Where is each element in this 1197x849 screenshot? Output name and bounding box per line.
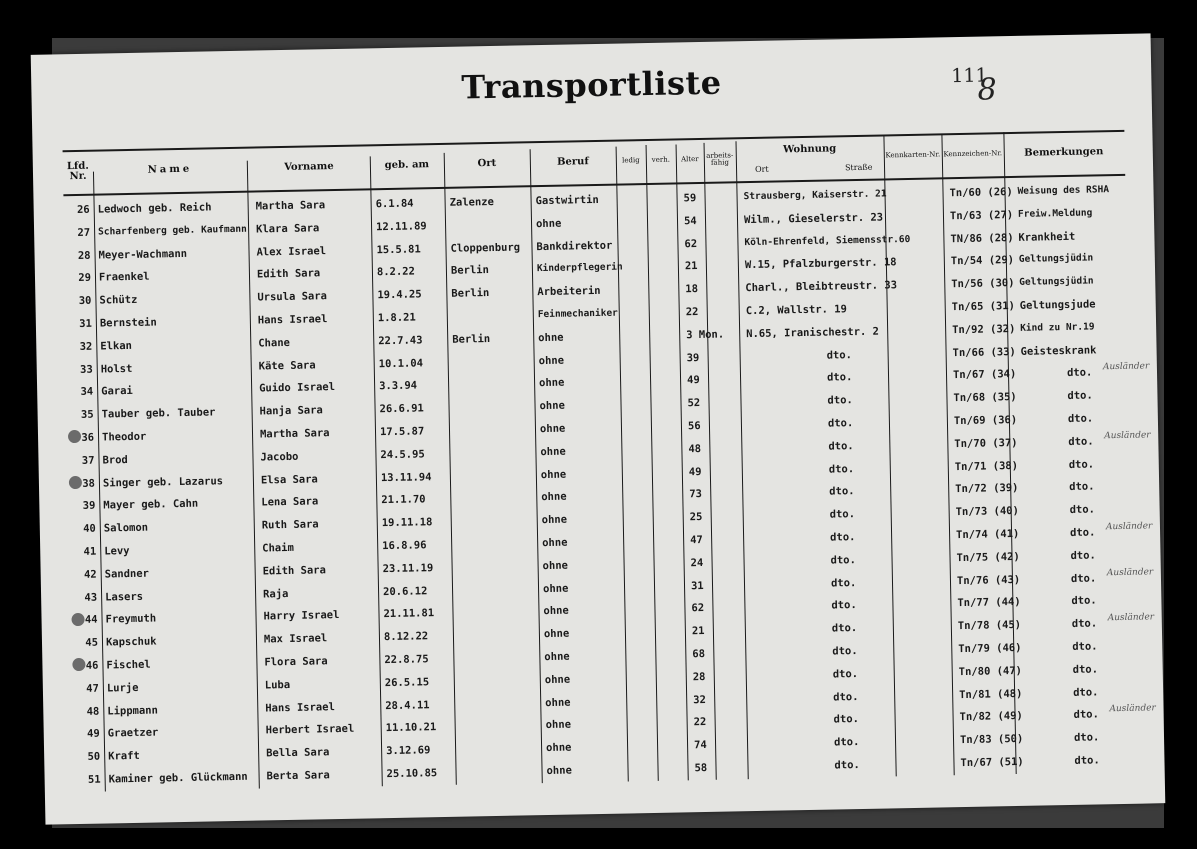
cell-bemerkungen: dto. xyxy=(1069,503,1096,517)
cell-wohnung: dto. xyxy=(830,576,857,590)
cell-beruf: ohne xyxy=(543,627,570,641)
cell-vorname: Lena Sara xyxy=(261,495,319,509)
cell-bemerkungen: dto. xyxy=(1074,754,1100,767)
cell-bemerkungen: dto. xyxy=(1070,572,1097,585)
cell-beruf: ohne xyxy=(540,445,566,458)
cell-alter: 21 xyxy=(691,625,705,638)
cell-geb-am: 10.1.04 xyxy=(378,356,424,370)
cell-vorname: Hans Israel xyxy=(257,313,328,327)
cell-lfd-nr: 46 xyxy=(85,659,99,672)
cell-geb-am: 17.5.87 xyxy=(379,425,425,439)
cell-bemerkungen: Weisung des RSHA xyxy=(1017,184,1110,197)
cell-kennzeichen-nr: TN/86 (28) xyxy=(950,231,1014,245)
header-ledig: ledig xyxy=(621,156,640,165)
cell-alter: 68 xyxy=(692,647,706,661)
cell-beruf: ohne xyxy=(539,422,566,436)
cell-kennzeichen-nr: Tn/92 (32) xyxy=(952,322,1016,336)
cell-name: Brod xyxy=(102,453,128,467)
cell-ort: Cloppenburg xyxy=(450,241,521,255)
cell-alter: 3 Mon. xyxy=(686,328,725,342)
cell-lfd-nr: 26 xyxy=(76,203,90,216)
cell-ort: Zalenze xyxy=(449,195,495,209)
cell-vorname: Hans Israel xyxy=(265,700,335,715)
cell-alter: 39 xyxy=(686,351,700,364)
cell-bemerkungen: Kind zu Nr.19 xyxy=(1020,321,1095,334)
cell-vorname: Hanja Sara xyxy=(259,404,323,418)
cell-geb-am: 20.6.12 xyxy=(382,584,428,598)
cell-geb-am: 1.8.21 xyxy=(377,311,416,325)
cell-lfd-nr: 50 xyxy=(87,750,101,764)
cell-kennzeichen-nr: Tn/65 (31) xyxy=(951,299,1016,314)
cell-alter: 18 xyxy=(685,283,699,296)
cell-geb-am: 22.7.43 xyxy=(378,334,423,347)
cell-ort: Berlin xyxy=(450,264,489,278)
cell-beruf: ohne xyxy=(544,673,571,686)
cell-beruf: ohne xyxy=(542,559,569,572)
cell-bemerkungen: Geisteskrank xyxy=(1020,344,1097,358)
cell-kennzeichen-nr: Tn/82 (49) xyxy=(959,710,1023,724)
cell-bemerkungen: dto. xyxy=(1069,526,1096,539)
cell-vorname: Chane xyxy=(258,336,291,350)
handwritten-note: Ausländer xyxy=(1104,430,1151,442)
cell-beruf: Bankdirektor xyxy=(536,239,613,253)
cell-bemerkungen: dto. xyxy=(1067,412,1094,425)
cell-alter: 24 xyxy=(690,556,704,570)
cell-vorname: Käte Sara xyxy=(258,359,316,373)
cell-geb-am: 11.10.21 xyxy=(385,721,437,735)
cell-kennzeichen-nr: Tn/54 (29) xyxy=(950,254,1015,268)
handwritten-note: Ausländer xyxy=(1106,566,1154,578)
cell-lfd-nr: 28 xyxy=(77,249,91,262)
cell-kennzeichen-nr: Tn/63 (27) xyxy=(949,208,1014,222)
header-kennzeichen-nr: Kennzeichen-Nr. xyxy=(943,149,1003,159)
cell-alter: 59 xyxy=(683,192,697,205)
cell-lfd-nr: 43 xyxy=(84,591,98,604)
cell-alter: 21 xyxy=(684,260,698,273)
col-divider xyxy=(1003,132,1016,774)
cell-name: Mayer geb. Cahn xyxy=(103,498,199,512)
cell-vorname: Raja xyxy=(262,587,289,601)
cell-geb-am: 21.11.81 xyxy=(383,607,435,621)
cell-name: Schütz xyxy=(99,294,138,307)
cell-kennzeichen-nr: Tn/66 (33) xyxy=(952,345,1016,359)
cell-vorname: Bella Sara xyxy=(266,746,330,760)
handwritten-note: Ausländer xyxy=(1102,361,1150,373)
cell-geb-am: 8.12.22 xyxy=(383,630,429,644)
cell-lfd-nr: 33 xyxy=(79,363,93,376)
cell-beruf: Feinmechaniker xyxy=(537,307,618,321)
cell-lfd-nr: 40 xyxy=(83,522,96,536)
cell-vorname: Edith Sara xyxy=(256,267,321,281)
cell-beruf: Arbeiterin xyxy=(537,285,601,299)
cell-beruf: ohne xyxy=(545,696,571,709)
cell-alter: 62 xyxy=(684,237,698,250)
cell-wohnung: dto. xyxy=(826,371,853,384)
cell-alter: 28 xyxy=(692,670,706,684)
header-bemerkungen: Bemerkungen xyxy=(1024,145,1104,159)
cell-name: Kapschuk xyxy=(105,635,157,649)
cell-lfd-nr: 38 xyxy=(82,477,96,490)
cell-kennzeichen-nr: Tn/78 (45) xyxy=(957,619,1022,633)
cell-lfd-nr: 32 xyxy=(79,340,93,353)
header-geb-am: geb. am xyxy=(384,158,430,171)
cell-name: Graetzer xyxy=(107,726,159,740)
cell-beruf: ohne xyxy=(546,741,572,755)
cell-wohnung: dto. xyxy=(831,622,858,635)
cell-vorname: Berta Sara xyxy=(266,769,330,783)
cell-bemerkungen: dto. xyxy=(1072,640,1098,653)
cell-bemerkungen: dto. xyxy=(1072,663,1099,676)
cell-lfd-nr: 49 xyxy=(86,728,100,741)
cell-beruf: ohne xyxy=(544,650,570,664)
cell-wohnung: Wilm., Gieselerstr. 23 xyxy=(743,211,884,226)
cell-wohnung: dto. xyxy=(832,645,858,658)
cell-bemerkungen: dto. xyxy=(1066,366,1093,380)
cell-vorname: Jacobo xyxy=(260,450,299,464)
cell-kennzeichen-nr: Tn/71 (38) xyxy=(954,459,1019,473)
cell-name: Kaminer geb. Glückmann xyxy=(108,770,248,786)
cell-name: Freymuth xyxy=(105,612,157,626)
page-number: 111 xyxy=(951,64,988,88)
cell-bemerkungen: dto. xyxy=(1073,686,1099,699)
cell-geb-am: 15.5.81 xyxy=(376,242,421,256)
cell-bemerkungen: dto. xyxy=(1071,617,1098,631)
cell-lfd-nr: 44 xyxy=(84,614,98,627)
cell-wohnung: dto. xyxy=(826,348,853,362)
col-divider xyxy=(883,136,896,776)
cell-lfd-nr: 37 xyxy=(81,454,95,467)
cell-wohnung: Köln-Ehrenfeld, Siemensstr.60 xyxy=(744,233,911,248)
cell-kennzeichen-nr: Tn/68 (35) xyxy=(953,391,1017,405)
cell-vorname: Luba xyxy=(264,678,291,692)
cell-ort: Berlin xyxy=(452,332,491,346)
handwritten-note: Ausländer xyxy=(1105,521,1153,533)
cell-name: Fraenkel xyxy=(98,270,150,284)
cell-kennzeichen-nr: Tn/76 (43) xyxy=(956,573,1021,587)
header-verh: verh. xyxy=(651,155,671,165)
cell-lfd-nr: 35 xyxy=(80,408,94,422)
header-kennkarten-nr: Kennkarten-Nr. xyxy=(885,150,941,160)
cell-beruf: ohne xyxy=(540,468,567,481)
header-beruf: Beruf xyxy=(556,155,589,168)
cell-lfd-nr: 41 xyxy=(83,545,97,558)
cell-bemerkungen: dto. xyxy=(1068,458,1095,471)
cell-kennzeichen-nr: Tn/74 (41) xyxy=(955,527,1020,542)
cell-vorname: Klara Sara xyxy=(255,222,320,236)
col-divider xyxy=(646,145,659,781)
transport-list-sheet xyxy=(31,33,1166,824)
cell-wohnung: dto. xyxy=(828,439,854,453)
cell-vorname: Max Israel xyxy=(263,632,328,646)
cell-wohnung: W.15, Pfalzburgerstr. 18 xyxy=(744,256,897,272)
cell-bemerkungen: Geltungsjüdin xyxy=(1018,252,1094,266)
cell-kennzeichen-nr: Tn/79 (46) xyxy=(958,641,1022,656)
cell-kennzeichen-nr: Tn/56 (30) xyxy=(951,277,1015,291)
cell-wohnung: dto. xyxy=(831,599,857,612)
cell-beruf: ohne xyxy=(539,399,565,413)
cell-wohnung: dto. xyxy=(833,736,860,749)
cell-name: Garai xyxy=(101,385,133,398)
cell-vorname: Harry Israel xyxy=(263,609,340,623)
cell-vorname: Herbert Israel xyxy=(265,723,355,737)
cell-geb-am: 19.4.25 xyxy=(377,288,422,302)
cell-bemerkungen: dto. xyxy=(1073,708,1099,722)
cell-name: Holst xyxy=(100,362,133,376)
cell-wohnung: N.65, Iranischestr. 2 xyxy=(746,325,880,340)
cell-name: Sandner xyxy=(104,567,150,581)
cell-beruf: ohne xyxy=(546,764,572,778)
cell-bemerkungen: dto. xyxy=(1067,389,1093,403)
cell-geb-am: 13.11.94 xyxy=(380,470,432,484)
cell-alter: 62 xyxy=(691,602,705,615)
cell-beruf: ohne xyxy=(535,217,562,230)
cell-kennzeichen-nr: Tn/75 (42) xyxy=(956,550,1020,564)
cell-alter: 47 xyxy=(690,534,703,547)
cell-kennzeichen-nr: Tn/83 (50) xyxy=(959,733,1024,747)
handwritten-page-mark: 8 xyxy=(977,72,997,108)
cell-name: Salomon xyxy=(103,521,149,535)
cell-wohnung: dto. xyxy=(829,508,856,521)
cell-geb-am: 28.4.11 xyxy=(385,698,430,712)
cell-lfd-nr: 45 xyxy=(85,636,99,650)
cell-vorname: Ruth Sara xyxy=(261,518,319,532)
cell-beruf: ohne xyxy=(538,354,565,367)
cell-vorname: Alex Israel xyxy=(256,244,327,259)
cell-beruf: ohne xyxy=(542,582,569,595)
cell-geb-am: 22.8.75 xyxy=(384,653,429,667)
header-vorname: Vorname xyxy=(284,160,334,173)
header-lfd-nr: Lfd. Nr. xyxy=(66,160,89,183)
cell-geb-am: 23.11.19 xyxy=(382,561,434,575)
cell-bemerkungen: dto. xyxy=(1073,731,1100,745)
cell-geb-am: 16.8.96 xyxy=(382,539,427,553)
header-wohnung-strasse: Straße xyxy=(844,162,873,173)
cell-wohnung: dto. xyxy=(828,462,855,476)
cell-lfd-nr: 29 xyxy=(78,272,92,285)
cell-geb-am: 25.10.85 xyxy=(386,767,438,781)
cell-name: Scharfenberg geb. Kaufmann xyxy=(98,223,247,238)
cell-alter: 58 xyxy=(694,761,708,775)
cell-kennzeichen-nr: Tn/80 (47) xyxy=(958,664,1023,678)
cell-wohnung: Charl., Bleibtreustr. 33 xyxy=(745,279,898,295)
cell-lfd-nr: 51 xyxy=(87,773,101,786)
cell-beruf: ohne xyxy=(539,377,565,390)
cell-name: Tauber geb. Tauber xyxy=(101,406,216,421)
cell-wohnung: dto. xyxy=(833,713,860,726)
cell-bemerkungen: dto. xyxy=(1069,480,1095,494)
cell-lfd-nr: 27 xyxy=(77,226,91,239)
cell-vorname: Ursula Sara xyxy=(257,290,328,304)
cell-geb-am: 6.1.84 xyxy=(375,197,414,211)
cell-lfd-nr: 48 xyxy=(86,705,100,718)
cell-kennzeichen-nr: Tn/81 (48) xyxy=(959,687,1023,701)
header-wohnung-ort: Ort xyxy=(754,164,769,174)
cell-geb-am: 26.5.15 xyxy=(384,676,430,689)
cell-wohnung: dto. xyxy=(830,553,856,567)
cell-name: Theodor xyxy=(101,430,147,444)
cell-beruf: ohne xyxy=(541,513,568,527)
cell-name: Meyer-Wachmann xyxy=(98,247,188,262)
cell-geb-am: 19.11.18 xyxy=(381,516,433,530)
cell-wohnung: Strausberg, Kaiserstr. 21 xyxy=(743,188,887,203)
cell-name: Lippmann xyxy=(107,704,159,718)
cell-alter: 22 xyxy=(693,716,707,729)
cell-name: Fischel xyxy=(106,658,151,672)
cell-lfd-nr: 39 xyxy=(82,500,96,513)
cell-kennzeichen-nr: Tn/77 (44) xyxy=(957,596,1021,610)
document-title: Transportliste xyxy=(461,63,722,107)
cell-bemerkungen: Geltungsjüdin xyxy=(1019,275,1094,289)
cell-alter: 56 xyxy=(687,420,701,433)
cell-bemerkungen: Freiw.Meldung xyxy=(1017,207,1093,220)
cell-alter: 31 xyxy=(690,579,704,592)
cell-vorname: Martha Sara xyxy=(259,427,330,441)
cell-vorname: Martha Sara xyxy=(255,199,326,213)
col-divider xyxy=(941,134,954,775)
header-ort: Ort xyxy=(477,157,497,170)
cell-name: Ledwoch geb. Reich xyxy=(97,201,212,216)
cell-lfd-nr: 30 xyxy=(78,294,92,308)
cell-name: Lasers xyxy=(105,590,144,604)
cell-lfd-nr: 42 xyxy=(83,568,97,581)
cell-alter: 73 xyxy=(689,488,703,501)
cell-ort: Berlin xyxy=(451,287,490,300)
cell-name: Singer geb. Lazarus xyxy=(102,474,224,490)
cell-alter: 54 xyxy=(683,214,697,228)
cell-vorname: Elsa Sara xyxy=(260,472,318,487)
cell-beruf: ohne xyxy=(542,536,568,550)
header-arbeitsfaehig: arbeits-fähig xyxy=(706,151,734,167)
cell-alter: 22 xyxy=(685,306,699,319)
cell-beruf: ohne xyxy=(538,331,564,344)
cell-alter: 48 xyxy=(688,442,702,456)
cell-geb-am: 12.11.89 xyxy=(375,220,427,234)
cell-beruf: Kinderpflegerin xyxy=(536,261,623,275)
cell-kennzeichen-nr: Tn/72 (39) xyxy=(955,482,1019,496)
cell-wohnung: dto. xyxy=(827,417,854,430)
cell-name: Levy xyxy=(104,545,130,558)
cell-bemerkungen: dto. xyxy=(1071,594,1097,608)
cell-wohnung: C.2, Wallstr. 19 xyxy=(745,303,848,318)
col-divider xyxy=(704,143,717,780)
cell-beruf: ohne xyxy=(543,604,569,618)
cell-geb-am: 3.12.69 xyxy=(386,744,431,758)
cell-beruf: ohne xyxy=(541,491,567,504)
cell-beruf: ohne xyxy=(545,718,572,732)
cell-bemerkungen: dto. xyxy=(1070,549,1096,562)
cell-name: Bernstein xyxy=(99,316,157,330)
cell-alter: 49 xyxy=(686,374,700,387)
cell-beruf: Gastwirtin xyxy=(535,193,599,208)
cell-bemerkungen: dto. xyxy=(1068,435,1094,448)
cell-lfd-nr: 47 xyxy=(86,682,100,695)
cell-kennzeichen-nr: Tn/67 (51) xyxy=(960,755,1024,770)
cell-alter: 25 xyxy=(689,511,703,524)
cell-kennzeichen-nr: Tn/60 (26) xyxy=(949,185,1013,200)
cell-kennzeichen-nr: Tn/69 (36) xyxy=(953,413,1018,428)
cell-alter: 32 xyxy=(693,693,706,706)
cell-bemerkungen: Krankheit xyxy=(1018,230,1076,244)
cell-name: Elkan xyxy=(100,339,133,353)
header-alter: Alter xyxy=(680,155,699,164)
cell-kennzeichen-nr: Tn/73 (40) xyxy=(955,505,1019,519)
cell-bemerkungen: Geltungsjude xyxy=(1019,298,1096,312)
cell-wohnung: dto. xyxy=(829,485,855,498)
col-divider xyxy=(616,147,629,782)
cell-kennzeichen-nr: Tn/67 (34) xyxy=(952,368,1017,382)
cell-vorname: Edith Sara xyxy=(262,564,326,578)
ink-dot xyxy=(71,613,84,626)
cell-alter: 74 xyxy=(693,739,707,752)
cell-lfd-nr: 34 xyxy=(80,386,94,399)
cell-geb-am: 24.5.95 xyxy=(380,448,425,461)
cell-wohnung: dto. xyxy=(833,690,859,704)
cell-geb-am: 21.1.70 xyxy=(381,493,426,507)
cell-geb-am: 3.3.94 xyxy=(379,379,418,393)
cell-vorname: Chaim xyxy=(262,541,294,555)
header-name: Name xyxy=(147,163,193,176)
cell-vorname: Guido Israel xyxy=(259,381,336,395)
cell-geb-am: 26.6.91 xyxy=(379,402,424,416)
cell-vorname: Flora Sara xyxy=(264,655,328,669)
cell-name: Kraft xyxy=(108,750,140,763)
header-wohnung: Wohnung xyxy=(782,143,837,156)
cell-kennzeichen-nr: Tn/70 (37) xyxy=(954,436,1018,450)
cell-wohnung: dto. xyxy=(830,531,856,544)
cell-geb-am: 8.2.22 xyxy=(376,265,416,279)
handwritten-note: Ausländer xyxy=(1109,703,1156,715)
cell-name: Lurje xyxy=(106,681,139,695)
handwritten-note: Ausländer xyxy=(1107,612,1155,624)
cell-wohnung: dto. xyxy=(834,759,860,772)
cell-wohnung: dto. xyxy=(832,667,859,681)
cell-alter: 52 xyxy=(687,397,701,410)
cell-lfd-nr: 31 xyxy=(79,317,93,330)
cell-alter: 49 xyxy=(688,465,702,478)
cell-wohnung: dto. xyxy=(827,394,853,407)
cell-lfd-nr: 36 xyxy=(81,431,95,444)
